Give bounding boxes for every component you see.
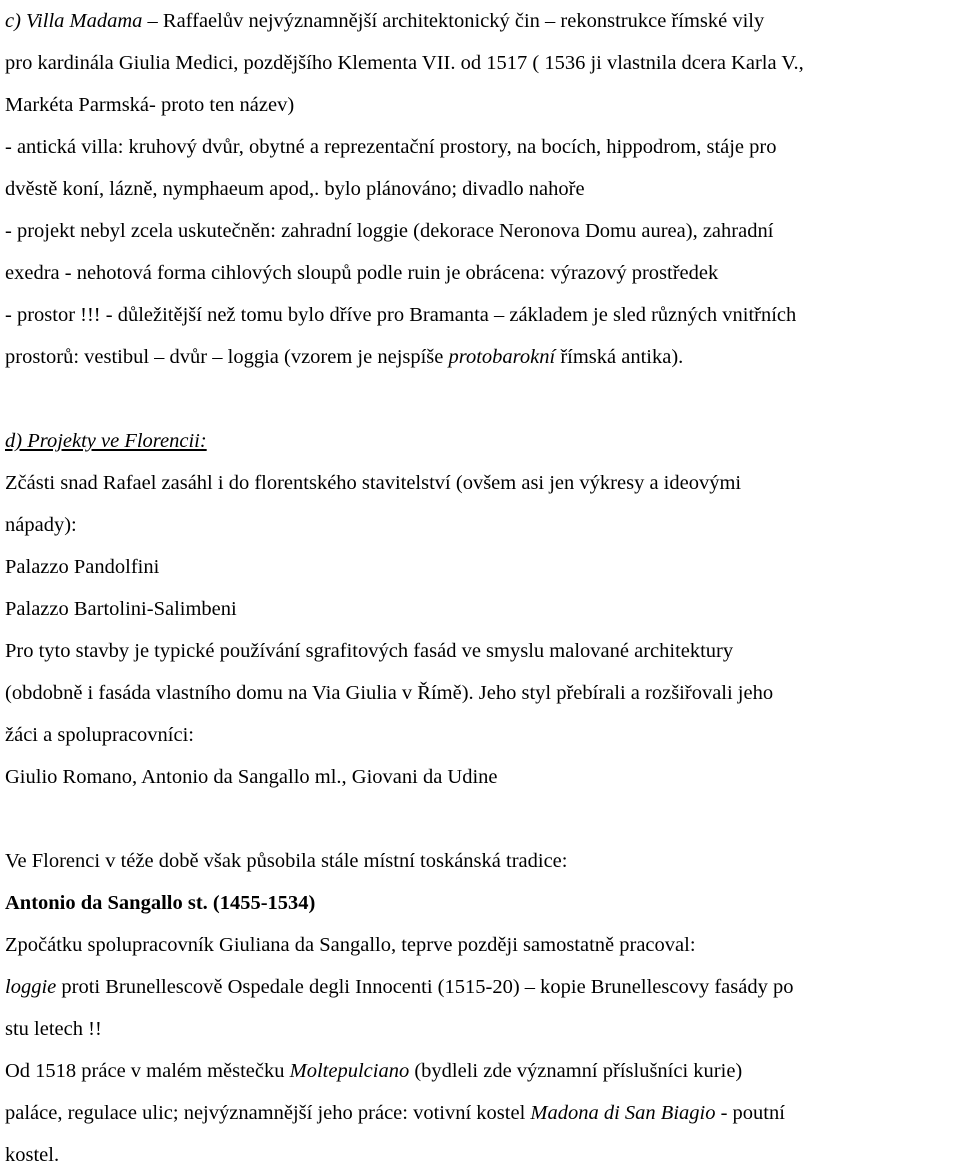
section-heading-text: d) Projekty ve Florencii: bbox=[5, 430, 207, 452]
text-span: – Raffaelův nejvýznamnější architektonický čin – rekonstrukce římské vily bbox=[142, 10, 765, 32]
text-span: paláce, regulace ulic; nejvýznamnější jeho práce: votivní kostel bbox=[5, 1102, 531, 1124]
text-line: exedra - nehotová forma cihlových sloupů podle ruin je obrácena: výrazový prostředek bbox=[5, 262, 719, 284]
text-line: nápady): bbox=[5, 514, 77, 536]
text-span: římská antika). bbox=[555, 346, 684, 368]
text-line: (obdobně i fasáda vlastního domu na Via Giulia v Římě). Jeho styl přebírali a rozšiřovali jeho bbox=[5, 682, 774, 704]
document-page bbox=[5, 0, 955, 1176]
text-span: prostorů: vestibul – dvůr – loggia (vzorem je nejspíše bbox=[5, 346, 449, 368]
section-heading-sangallo: Antonio da Sangallo st. (1455-1534) bbox=[5, 892, 316, 914]
emphasis-text: Moltepulciano bbox=[289, 1060, 410, 1082]
text-line: kostel. bbox=[5, 1144, 60, 1166]
text-line: Pro tyto stavby je typické používání sgrafitových fasád ve smyslu malované architektury bbox=[5, 640, 734, 662]
text-line: Ve Florenci v téže době však působila stále místní toskánská tradice: bbox=[5, 850, 568, 872]
text-line bbox=[5, 336, 955, 378]
emphasis-text: protobarokní bbox=[448, 346, 556, 368]
text-span: (bydleli zde významní příslušníci kurie) bbox=[409, 1060, 743, 1082]
emphasis-text: Madona di San Biagio bbox=[530, 1102, 716, 1124]
blank-line bbox=[5, 378, 955, 420]
blank-line bbox=[5, 798, 955, 840]
text-line: Palazzo Bartolini-Salimbeni bbox=[5, 598, 237, 620]
text-line bbox=[5, 1050, 955, 1092]
text-line: - prostor !!! - důležitější než tomu bylo dříve pro Bramanta – základem je sled různých vnitřních bbox=[5, 304, 797, 326]
text-line bbox=[5, 966, 955, 1008]
villa-madama-label: c) Villa Madama bbox=[5, 10, 143, 32]
section-heading-florence bbox=[5, 420, 955, 462]
emphasis-text: loggie bbox=[5, 976, 57, 998]
text-line: Palazzo Pandolfini bbox=[5, 556, 160, 578]
text-line: Zčásti snad Rafael zasáhl i do florentského stavitelství (ovšem asi jen výkresy a ideovými bbox=[5, 472, 742, 494]
text-line: žáci a spolupracovníci: bbox=[5, 724, 194, 746]
text-line: dvěstě koní, lázně, nymphaeum apod,. bylo plánováno; divadlo nahoře bbox=[5, 178, 585, 200]
text-span: Od 1518 práce v malém městečku bbox=[5, 1060, 290, 1082]
text-span: - poutní bbox=[715, 1102, 785, 1124]
text-line bbox=[5, 0, 955, 42]
text-line bbox=[5, 1092, 955, 1134]
text-line: Giulio Romano, Antonio da Sangallo ml., Giovani da Udine bbox=[5, 766, 498, 788]
text-line: Markéta Parmská- proto ten název) bbox=[5, 94, 295, 116]
text-line: Zpočátku spolupracovník Giuliana da Sangallo, teprve později samostatně pracoval: bbox=[5, 934, 696, 956]
text-line: - projekt nebyl zcela uskutečněn: zahradní loggie (dekorace Neronova Domu aurea), zahradní bbox=[5, 220, 774, 242]
text-span: proti Brunellescově Ospedale degli Innocenti (1515-20) – kopie Brunellescovy fasády po bbox=[56, 976, 794, 998]
text-line: pro kardinála Giulia Medici, pozdějšího Klementa VII. od 1517 ( 1536 ji vlastnila dcera Karla V., bbox=[5, 52, 804, 74]
text-line: stu letech !! bbox=[5, 1018, 102, 1040]
text-line: - antická villa: kruhový dvůr, obytné a reprezentační prostory, na bocích, hippodrom, stáje pro bbox=[5, 136, 777, 158]
